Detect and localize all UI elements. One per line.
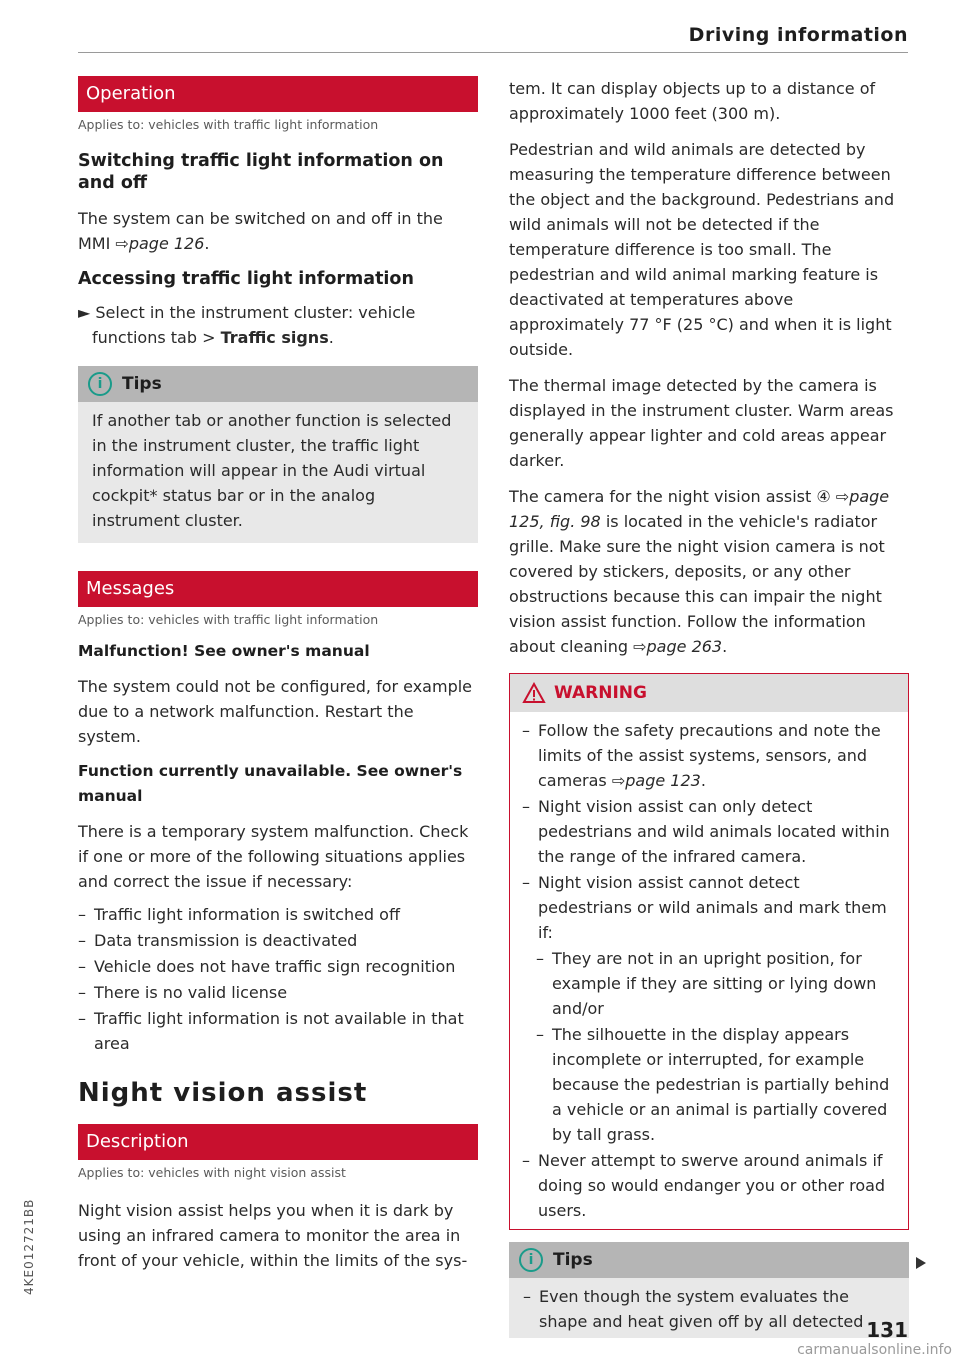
header-rule — [78, 52, 908, 53]
tips-item: – Even though the system evaluates the shape and heat given off by all detected — [523, 1284, 895, 1334]
malfunction-heading: Malfunction! See owner's manual — [78, 642, 370, 660]
list-item: – There is no valid license — [78, 980, 478, 1005]
left-column — [78, 76, 478, 1273]
continue-arrow-icon — [916, 1257, 926, 1269]
description-applies: Applies to: vehicles with night vision assist — [78, 1165, 346, 1180]
malfunction-text: The system could not be configured, for example due to a network malfunction. Restart the system. — [78, 677, 473, 746]
warning-item: – Follow the safety precautions and note the limits of the assist systems, sensors, and cameras ⇨page 123. — [522, 718, 896, 793]
night-paragraph-2: Pedestrian and wild animals are detected by measuring the temperature difference between the object and the background. Pedestrians and wild animals will not be detected if the temperature difference is too small. The pedestrian and wild animal marking feature is deactivated at temperatures above approximately 77 °F (25 °C) and when it is light outside. — [509, 140, 895, 359]
night-paragraph-4: The camera for the night vision assist ④ ⇨page 125, fig. 98 is located in the vehicle's radiator grille. Make sure the night vision camera is not covered by stickers, deposits, or any other obstructions because this can impair the night vision assist function. Follow the information about cleaning ⇨page 263. — [509, 487, 890, 656]
tips-text: If another tab or another function is selected in the instrument cluster, the traffic light information will appear in the Audi virtual cockpit* status bar or in the analog instrument cluster. — [92, 411, 452, 530]
page-ref-link[interactable]: ⇨page 125, fig. 98 — [509, 487, 890, 531]
unavailable-list — [78, 902, 478, 1056]
warning-box — [509, 673, 909, 1230]
list-item: – Vehicle does not have traffic sign recognition — [78, 954, 478, 979]
night-paragraph-3: The thermal image detected by the camera is displayed in the instrument cluster. Warm areas generally appear lighter and cold areas appear darker. — [509, 376, 894, 470]
switch-text: The system can be switched on and off in the MMI ⇨page 126. — [78, 209, 443, 253]
messages-applies: Applies to: vehicles with traffic light information — [78, 612, 379, 627]
warning-item: – Night vision assist can only detect pedestrians and wild animals located within the range of the infrared camera. — [522, 794, 896, 869]
list-item: – Data transmission is deactivated — [78, 928, 478, 953]
access-bullet: ► Select in the instrument cluster: vehicle functions tab > Traffic signs. — [78, 303, 416, 347]
warning-subitem: – The silhouette in the display appears incomplete or interrupted, for example because the pedestrian is partially behind a vehicle or an animal is partially covered by tall grass. — [522, 1022, 896, 1147]
watermark: carmanualsonline.info — [797, 1342, 952, 1358]
page-ref-link[interactable]: ⇨page 126 — [115, 234, 205, 253]
warning-header: WARNING — [510, 674, 908, 712]
warning-subitem: – They are not in an upright position, for example if they are sitting or lying down and/or — [522, 946, 896, 1021]
description-bar: Description — [78, 1124, 478, 1160]
operation-applies: Applies to: vehicles with traffic light information — [78, 117, 379, 132]
info-icon: i — [519, 1248, 543, 1272]
tips-header: i Tips — [509, 1242, 909, 1278]
switch-heading: Switching traffic light information on and off — [78, 151, 444, 193]
page-number: 131 — [866, 1318, 908, 1342]
night-paragraph-1: tem. It can display objects up to a distance of approximately 1000 feet (300 m). — [509, 79, 876, 123]
messages-bar: Messages — [78, 571, 478, 607]
page-ref-link[interactable]: ⇨page 263 — [633, 637, 723, 656]
tips-box-right — [509, 1242, 909, 1338]
tips-box — [78, 366, 478, 543]
operation-bar: Operation — [78, 76, 478, 112]
unavailable-text: There is a temporary system malfunction. Check if one or more of the following situations applies and correct the issue if necessary: — [78, 822, 469, 891]
unavailable-heading: Function currently unavailable. See owner's manual — [78, 762, 463, 805]
tips-header: i Tips — [78, 366, 478, 402]
side-code: 4KE012721BB — [22, 1198, 36, 1295]
right-column — [509, 76, 909, 1338]
page-ref-link[interactable]: ⇨page 123 — [611, 771, 701, 790]
access-heading: Accessing traffic light information — [78, 269, 414, 289]
night-vision-heading: Night vision assist — [78, 1078, 368, 1108]
warning-item: – Night vision assist cannot detect pedestrians or wild animals and mark them if: — [522, 870, 896, 945]
description-text: Night vision assist helps you when it is dark by using an infrared camera to monitor the area in front of your vehicle, within the limits of the sys- — [78, 1201, 468, 1270]
info-icon: i — [88, 372, 112, 396]
list-item: – Traffic light information is switched off — [78, 902, 478, 927]
list-item: – Traffic light information is not available in that area — [78, 1006, 478, 1056]
warning-item: – Never attempt to swerve around animals if doing so would endanger you or other road users. — [522, 1148, 896, 1223]
warning-triangle-icon — [522, 682, 546, 704]
page-header-title: Driving information — [688, 24, 908, 46]
